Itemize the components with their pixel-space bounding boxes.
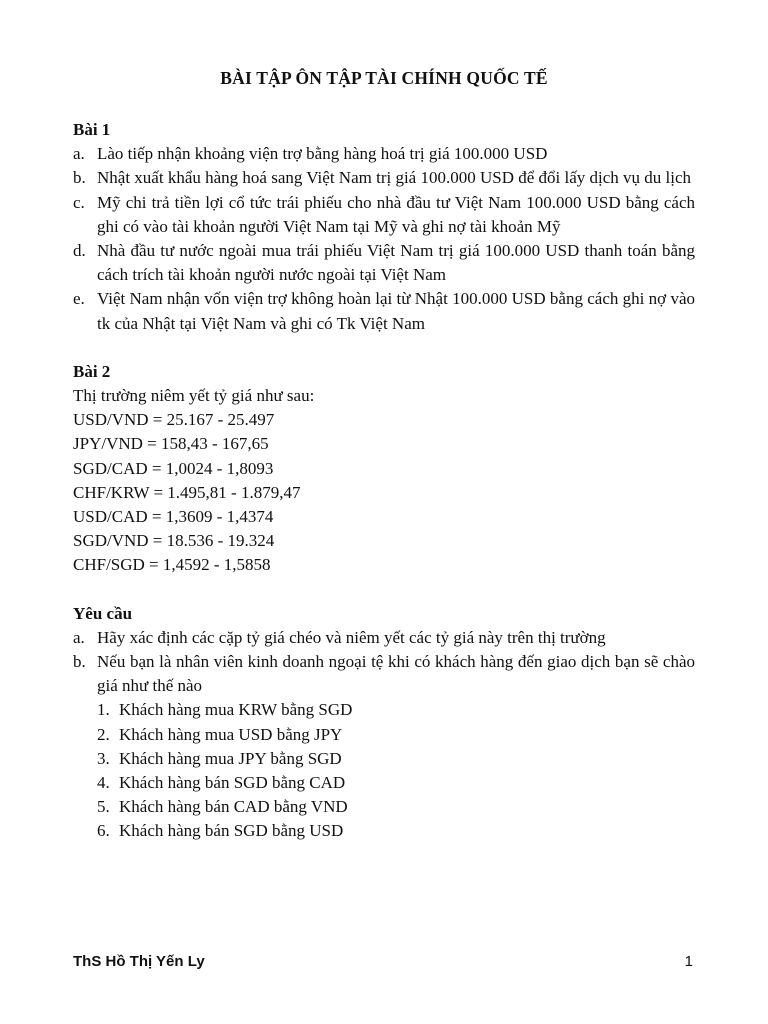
exchange-rate-line: CHF/SGD = 1,4592 - 1,5858 [73,555,271,575]
sub-list-text: Khách hàng mua KRW bằng SGD [119,700,353,720]
list-marker: b. [73,652,86,672]
list-marker: b. [73,168,86,188]
section-heading-bai-1: Bài 1 [73,120,111,139]
document-body [73,118,695,844]
numbered-sub-list [73,698,695,843]
list-text: Việt Nam nhận vốn viện trợ không hoàn lại từ Nhật 100.000 USD bằng cách ghi nợ vào tk của Nhật tại Việt Nam và ghi có Tk Việt Nam [97,289,695,333]
section-heading-yeu-cau: Yêu cầu [73,603,133,623]
sub-list-text: Khách hàng mua JPY bằng SGD [119,748,342,768]
sub-list-marker: 1. [97,700,110,720]
rates-intro: Thị trường niêm yết tỷ giá như sau: [73,386,315,406]
list-marker: d. [73,241,86,261]
sub-list-text: Khách hàng bán SGD bằng USD [119,821,344,841]
section-spacer [73,336,695,360]
list-item [73,287,695,335]
sub-list-item [97,747,695,771]
sub-list-marker: 6. [97,821,110,841]
sub-list-marker: 2. [97,724,110,744]
exchange-rate-line: CHF/KRW = 1.495,81 - 1.879,47 [73,482,301,502]
sub-list-item [97,771,695,795]
sub-list-text: Khách hàng mua USD bằng JPY [119,724,343,744]
sub-list-text: Khách hàng bán CAD bằng VND [119,797,348,817]
section-heading-bai-2: Bài 2 [73,361,111,381]
page-number: 1 [684,953,693,970]
list-marker: c. [73,192,85,212]
list-text: Nếu bạn là nhân viên kinh doanh ngoại tệ khi có khách hàng đến giao dịch bạn sẽ chào giá như thế nào [97,652,695,696]
list-text: Hãy xác định các cặp tỷ giá chéo và niêm yết các tỷ giá này trên thị trường [97,627,606,647]
sub-list-marker: 3. [97,748,110,768]
section-spacer [73,578,695,602]
exchange-rate-line: SGD/VND = 18.536 - 19.324 [73,531,275,551]
list-item [73,650,695,698]
list-marker: e. [73,289,85,309]
list-item [73,142,695,166]
exchange-rate-line: USD/CAD = 1,3609 - 1,4374 [73,507,274,527]
sub-list-item [97,698,695,722]
sub-list-marker: 4. [97,773,110,793]
list-marker: a. [73,627,85,647]
list-item [73,166,695,190]
list-item [73,626,695,650]
list-text: Nhật xuất khẩu hàng hoá sang Việt Nam trị giá 100.000 USD để đổi lấy dịch vụ du lịch [97,168,692,188]
list-marker: a. [73,144,85,164]
list-text: Lào tiếp nhận khoảng viện trợ bằng hàng hoá trị giá 100.000 USD [97,144,548,164]
sub-list-item [97,819,695,843]
exchange-rate-line: USD/VND = 25.167 - 25.497 [73,410,275,430]
document-title: BÀI TẬP ÔN TẬP TÀI CHÍNH QUỐC TẾ [220,68,548,88]
list-item [73,239,695,287]
exchange-rate-line: JPY/VND = 158,43 - 167,65 [73,434,269,454]
footer-author: ThS Hồ Thị Yến Ly [73,953,205,970]
sub-list-marker: 5. [97,797,110,817]
exchange-rate-line: SGD/CAD = 1,0024 - 1,8093 [73,458,274,478]
sub-list-item [97,795,695,819]
sub-list-text: Khách hàng bán SGD bằng CAD [119,773,346,793]
list-text: Nhà đầu tư nước ngoài mua trái phiếu Việt Nam trị giá 100.000 USD thanh toán bằng cách trích tài khoản người nước ngoài tại Việt Nam [97,241,695,285]
list-item [73,191,695,239]
list-text: Mỹ chi trả tiền lợi cổ tức trái phiếu cho nhà đầu tư Việt Nam 100.000 USD bằng cách ghi có vào tài khoản người Việt Nam tại Mỹ và ghi nợ tài khoản Mỹ [97,192,695,236]
sub-list-item [97,723,695,747]
